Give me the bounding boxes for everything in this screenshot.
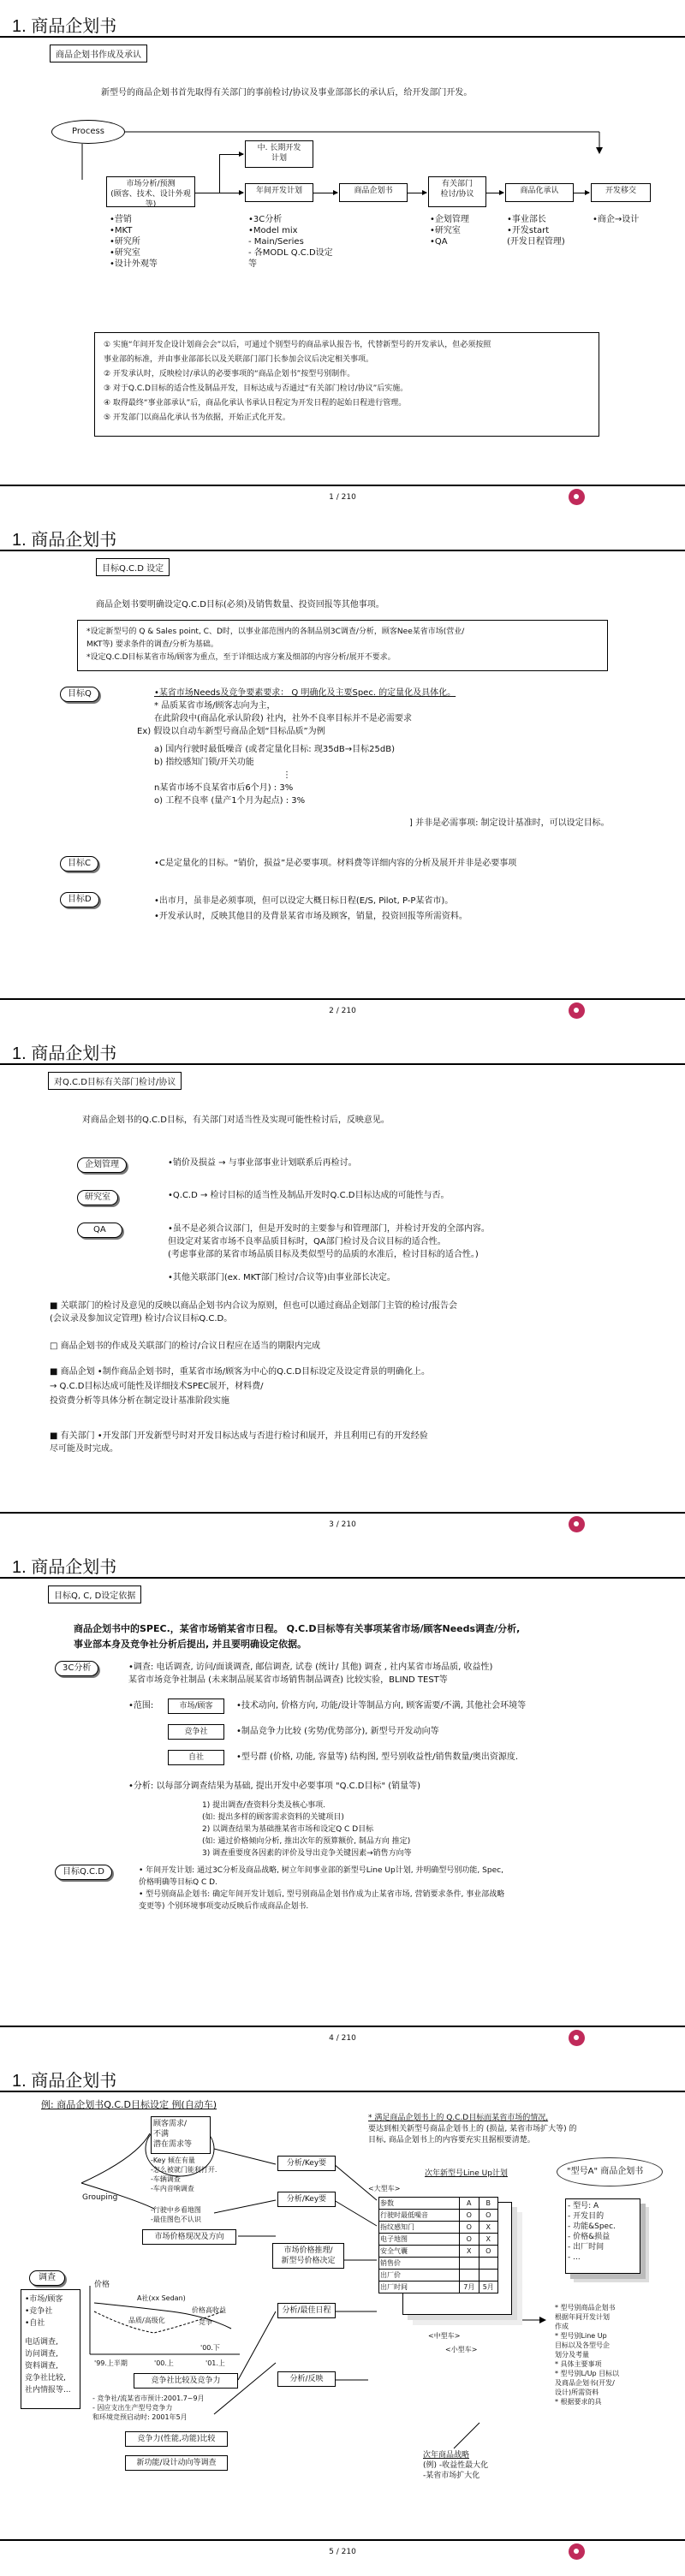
qa-pill: QA: [77, 1223, 122, 1238]
notes-box: ① 实施“年间开发企设计划商会会”以后，可通过个别型号的商品承认报告书，代替新型号的开发承认，但必须按照 事业部的标准，并由事业部部长以及关联部门部门长参加会议后决定相关事项。 ② 开发承认时，反映检讨/承认的必要事项的“商品企划书”按型号别制作。 ③ 对于Q.C.D目标的适合性及制品开发，目标达成与否通过“有关部门检讨/协议”后实施。 ④ 取得最终“事业部承认”后，商品化承认书承认日程定为开发日程的起始日程进行管理。 ⑤ 开发部门以商品化承认书为依据，开始正式化开发。: [94, 332, 599, 437]
market-bullets: •营销 •MKT •研究所 •研究室 •设计外观等: [110, 215, 158, 269]
c-line: •C是定量化的目标。“销价，损益”是必要事项。材料费等详细内容的分析及展开并非是必要事项: [154, 859, 517, 868]
car-label: A社(xx Sedan): [137, 2294, 186, 2302]
analysis-items: 1) 提出调查/查资料分类及核心事项. (如: 提出多样的顾客需求资料的关键项目) 2) 以调查结果为基础推某省市场和设定Q C D目标 (如: 通过价格倾向分析, 推出次年的预算额价, 制品方向 推定) 3) 调查重要度各因素的评价及导出竞争关键因素→销售方向等: [202, 1801, 412, 1858]
side-notes: * 型号别商品企划书 根据年间开发计划 作成 * 型号别Line Up 目标以及各型号企 划分及考量 * 具体主要事项 * 型号别L/Up 目标以 及商品企划书(开发/ 设计)所需资料 * 根据要求的具: [555, 2304, 620, 2406]
company-logo: [569, 1002, 585, 1019]
footer-rule: [0, 2539, 685, 2541]
title-rule: [0, 550, 685, 551]
intro-text: 商品企划书要明确设定Q.C.D目标(必须)及销售数量、投资回报等其他事项。: [96, 600, 384, 610]
lineup-large: <大型车>: [368, 2185, 401, 2192]
company-logo: [569, 2543, 585, 2560]
sense-box: -行驶中乡看地图 -最佳图色不认识: [151, 2206, 201, 2223]
section-label: 例: 商品企划书Q.C.D目标设定 例(自动车): [41, 2099, 217, 2110]
survey-box: •市场/顾客 •竞争社 •自社 电话调查, 访问调查, 资料调查, 竞争社比较, 社内情报等...: [21, 2289, 80, 2409]
planning-line: •销价及损益 → 与事业部事业计划联系后再检讨。: [168, 1158, 357, 1168]
dev-lines: ■ 有关部门 •开发部门开发新型号时对开发目标达成与否进行检讨和展开，并且利用已有的开发经验 尽可能及时完成。: [50, 1431, 428, 1454]
analysis-box-1: 分析/Key要: [277, 2156, 336, 2171]
slide-5: [0, 2055, 685, 2568]
target-q-pill: 目标Q: [60, 687, 99, 702]
footer-rule: [0, 2026, 685, 2027]
survey-lines: •调查: 电话调查, 访问/面谈调查, 邮信调查, 试卷 (统计/ 其他) 调查 , 社内某省市场品质, 收益性) 某省市场竞争社制品 (未来制品展某省市场销售制品调查) 比较实验，BLIND TEST等: [128, 1663, 493, 1685]
bullet-block-1: ■ 关联部门的检讨及意见的反映以商品企划书内合议为原则，但也可以通过商品企划部门主管的检讨/报告会 (会议录及参加议定管理) 检讨/合议目标Q.C.D。: [50, 1301, 457, 1324]
company-logo: [569, 489, 585, 505]
year-1: '99.上半期: [94, 2359, 128, 2367]
intro-text: 新型号的商品企划书首先取得有关部门的事前检讨/协议及事业部部长的承认后，给开发部门开发。: [101, 88, 473, 98]
key-box: -Key 倾在有量 -怎么被就门能利打开. -车辆调查 -车内音响调查: [151, 2157, 217, 2192]
analysis-box-2: 分析/Key要: [277, 2192, 336, 2207]
scope-key-market: 市场/顾客: [168, 1698, 224, 1714]
scope-key-competitor: 竞争社: [168, 1724, 224, 1740]
price-axis-label: 价格: [94, 2281, 110, 2289]
footer-rule: [0, 998, 685, 1000]
note-lines: * 满足商品企划书上的 Q.C.D目标而某省市场的情况, 要达到相关新型号商品企划书上的 (损益, 某省市场扩大等) 的 目标, 商品企划书上的内容要充实且据根要清楚。: [368, 2114, 577, 2145]
review-bullets: •企划管理 •研究室 •QA: [430, 215, 469, 247]
competitor-info: - 竞争社/流某省市预计:2001.7~9月 - 因应支出生产型号竞争力 和环境竞预启动时: 2001年5月: [92, 2395, 205, 2421]
qcd-lines: • 年间开发计划: 通过3C分析及商品战略, 树立年间事业部的新型号Line Up计划, 并明确型号别功能, Spec, 价格明确等目标Q C D. • 型号别商品企划书: 确定年间开发计划后, 型号别商品企划书作成为止某省市场, 营销要求条件, 事业部战略 变更等) 个别环境事项变动反映后作成商品企划书.: [139, 1866, 505, 1911]
title-rule: [0, 1063, 685, 1065]
target-d-pill: 目标D: [60, 892, 99, 907]
quality-label: 品质/高级化: [128, 2317, 165, 2324]
slide-1: [0, 0, 685, 514]
section-label: 商品企划书作成及承认: [50, 45, 147, 62]
arrow-6: [219, 154, 243, 155]
slide-3: [0, 1027, 685, 1541]
lineup-mid: <中型车>: [428, 2332, 461, 2340]
title-rule: [0, 1577, 685, 1579]
slide-title: 1. 商品企划书: [12, 2072, 117, 2091]
footer-rule: [0, 1512, 685, 1514]
annual-plan-box: 年间开发计划: [245, 183, 313, 202]
annual-bullets: •3C分析 •Model mix - Main/Series - 各MODL Q.C.D设定 等: [248, 215, 333, 269]
slide-title: 1. 商品企划书: [12, 1044, 117, 1063]
analysis-box-4: 分析/最佳日程: [277, 2303, 336, 2318]
approval-bullets: •事业部长 •开发start (开发日程管理): [507, 215, 565, 247]
cost-label: 价格高收益: [192, 2306, 226, 2314]
planning-pill: 企划管理: [77, 1157, 127, 1173]
example-connectors: [0, 2055, 685, 2534]
competition-function-box: 竞争力(性能,功能)比较: [125, 2431, 228, 2447]
lab-line: •Q.C.D → 检讨目标的适当性及制品开发时Q.C.D目标达成的可能性与否。: [168, 1191, 450, 1200]
section-label: 目标Q, C, D设定依据: [48, 1585, 141, 1603]
footer-rule: [0, 485, 685, 486]
q-lines: •某省市场Needs及竞争要素要求： Q 明确化及主要Spec. 的定量化及具体化。 * 品质某省市场/顾客志向为主， 在此阶段中(商品化承认阶段) 社内，社外不良率目标并不是必需要求 Ex) 假设以自动车新型号商品企划“目标品质”为例 a) 国内行驶时最低噪音 (或者定量化目标: 现35dB→目标25dB) b) 指绞感知门锁/开关功能 ⋮ n某省市场不良某省市后6个月) : 3% o) 工程不良率 (量产1个月为起点) : 3%: [137, 688, 456, 806]
price-decision-box: 市场价格推理/ 新型号价格决定: [272, 2243, 344, 2269]
price-fav-label: '00.下: [200, 2344, 220, 2352]
dev-start-box: 开发移交: [591, 183, 651, 202]
slide-2: [0, 514, 685, 1027]
lineup-title: 次年新型号Line Up计划: [425, 2169, 508, 2178]
target-c-pill: 目标C: [60, 856, 98, 872]
survey-pill: 调查: [29, 2270, 65, 2286]
3c-analysis-pill: 3C分析: [55, 1661, 98, 1676]
q-side-note: ] 并非是必需事项: 制定设计基准时，可以设定目标。: [409, 818, 610, 828]
slide-title: 1. 商品企划书: [12, 531, 117, 550]
scope-val-self: •型号群 (价格, 功能, 容量等) 结构图, 型号别收益性/销售数量/奥出资源度.: [236, 1752, 519, 1762]
competition-label: 竞争: [199, 2318, 212, 2326]
plan-bubble: "型号A" 商品企划书: [567, 2167, 644, 2176]
folder-line: □ 商品企划书的作成及关联部门的检讨/合议日程应在适当的期限内完成: [50, 1342, 320, 1351]
market-analysis-box: 市场分析/预测 (顾客、技术、设计外观等): [106, 176, 195, 207]
process-connectors: [0, 0, 685, 308]
lineup-small: <小型车>: [445, 2346, 478, 2353]
year-2: '00.上: [154, 2359, 174, 2367]
page-number: 4 / 210: [329, 2034, 356, 2043]
points-box: *设定新型号的 Q & Sales point, C、D时，以事业部范围内的各制品别3C调查/分析，顾客Nee某省市场(营业/ MKT等) 要求条件的调查/分析为基础。 *设定Q.C.D目标某省市场/顾客为重点，至于详细达成方案及细部的内容分析/展开不要求。: [77, 620, 608, 671]
scope-key-self: 自社: [168, 1750, 224, 1765]
newfunc-box: 新功能/设计动向等调查: [125, 2455, 228, 2471]
page-number: 1 / 210: [329, 493, 356, 502]
grouping-label: Grouping: [82, 2193, 118, 2202]
strategy-lines: 次年商品战略 (例) -收益性最大化 -某省市场扩大化: [423, 2451, 489, 2480]
company-logo: [569, 1516, 585, 1532]
lab-pill: 研究室: [77, 1190, 118, 1205]
page-number: 5 / 210: [329, 2548, 356, 2556]
company-logo: [569, 2030, 585, 2046]
lineup-table: 参数 A B 行驶时最低噪音 O O 指纹感知门 O X 电子地图 O X 安全气囊 X O 销售价 出厂价 出厂时间 7月 5月: [378, 2197, 498, 2293]
section-label: 对Q.C.D目标有关部门检讨/协议: [48, 1072, 182, 1090]
page-number: 3 / 210: [329, 1520, 356, 1529]
analysis-box-5: 分析/反映: [277, 2371, 336, 2387]
branch-line: [219, 154, 220, 193]
year-3: '01.上: [206, 2359, 225, 2367]
review-box: 有关部门 检讨/协议: [428, 176, 486, 207]
dev-bullets: •商企→设计: [593, 215, 640, 224]
d-lines: •出市月，虽非是必须事项，但可以设定大概日标日程(E/S, Pilot, P-P某省市)。 •开发承认时，反映其他目的及背景某省市场及顾客，销量，投资回报等所需资料。: [154, 896, 468, 921]
section-label: 目标Q.C.D 设定: [96, 558, 170, 576]
page-number: 2 / 210: [329, 1007, 356, 1015]
intro-text: 对商品企划书的Q.C.D目标，有关部门对适当性及实现可能性检讨后，反映意见。: [82, 1115, 390, 1125]
intro-text: 商品企划书中的SPEC.，某省市场销某省市日程。 Q.C.D目标等有关事项某省市场/顾客Needs调查/分析, 事业部本身及竞争社分析后提出, 并且要明确设定依据。: [74, 1623, 521, 1650]
plan-doc-box: 商品企划书: [339, 183, 408, 202]
analysis-line: •分析: 以每部分调查结果为基础, 提出开发中必要事项 "Q.C.D目标" (销量等): [128, 1782, 421, 1791]
slide-4: [0, 1541, 685, 2055]
slide-title: 1. 商品企划书: [12, 17, 117, 36]
process-oval: Process: [51, 120, 125, 144]
market-trend-box: 市场价格现况及方向: [142, 2229, 236, 2245]
slide-title: 1. 商品企划书: [12, 1558, 117, 1577]
plan-a-card: - 型号: A - 开发目的 - 功能&Spec. - 价格&损益 - 出厂时间 - ...: [565, 2198, 640, 2274]
approval-box: 商品化承认: [505, 183, 574, 202]
scope-val-competitor: •制品竞争力比较 (劣势/优势部分), 新型号开发动向等: [236, 1727, 439, 1736]
competitor-compare-box: 竞争社比较及竞争力: [134, 2373, 238, 2389]
qa-lines: •虽不是必须合议部门，但是开发时的主要参与和管理部门，并检讨开发的全部内容。 但设定对某省市场不良率品质目标时，QA部门检讨及合议目标的适合性。 (考虑事业部的某省市场品质目标及类似型号的品质的水准后，检讨目标的适合性。) •其他关联部门(ex. MKT部门检讨/合议等)由事业部长决定。: [168, 1224, 490, 1282]
scope-val-market: •技术动向, 价格方向, 功能/设计等制品方向, 顾客需要/不满, 其他社会环境等: [236, 1701, 527, 1710]
scope-label: •范围:: [128, 1701, 154, 1710]
plan-lines: ■ 商品企划 •制作商品企划书时，重某省市场/顾客为中心的Q.C.D目标设定及设定背景的明确化上。 → Q.C.D目标达成可能性及详细技术SPEC展开，材料费/ 投资费分析等具体分析在制定设计基准阶段实施: [50, 1367, 430, 1406]
customer-needs-box: 顾客需求/ 不满 潜在需求等: [151, 2116, 211, 2154]
target-qcd-pill: 目标Q.C.D: [55, 1865, 112, 1880]
mid-long-plan-box: 中. 长期开发 计划: [245, 140, 313, 168]
